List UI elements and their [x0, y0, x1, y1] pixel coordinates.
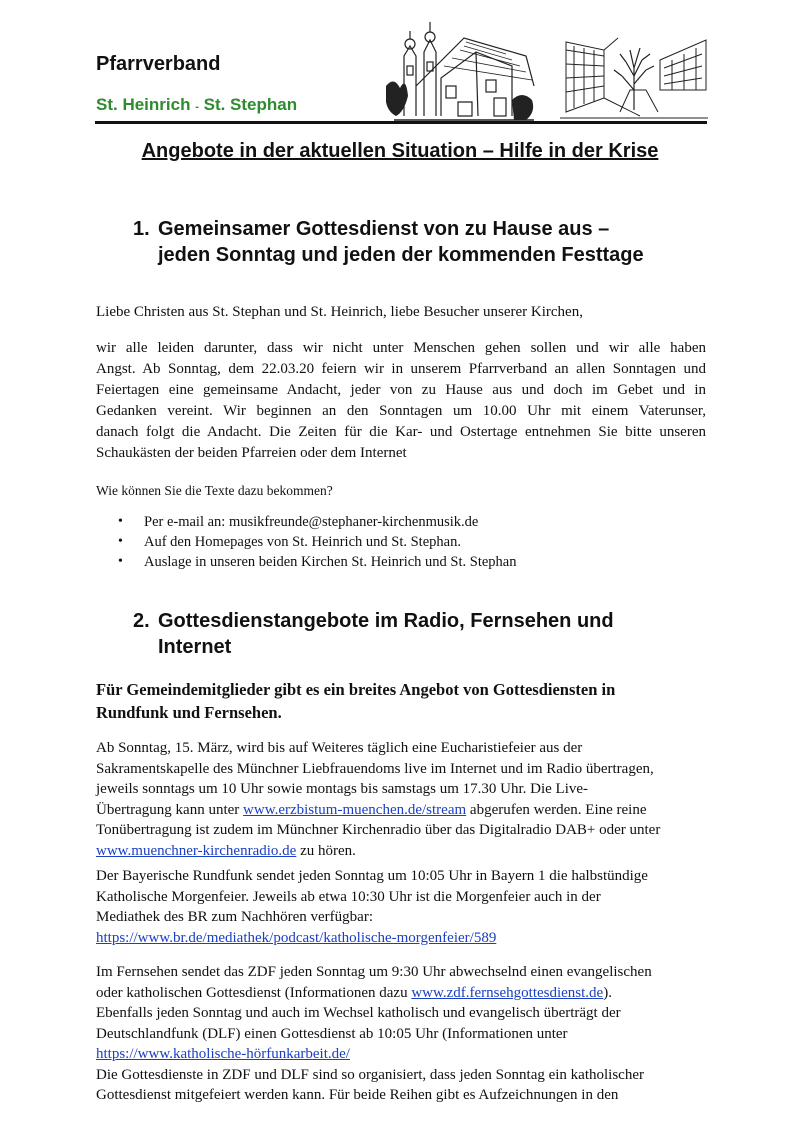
link-hoerfunkarbeit[interactable]: https://www.katholische-hörfunkarbeit.de/ — [96, 1046, 350, 1062]
paragraph-zdf-dlf — [96, 962, 706, 1106]
body-line: Angst. Ab Sonntag, dem 22.03.20 feiern wir in unserem Pfarrverband an allen Sonntagen und — [96, 361, 706, 377]
text-line: Sakramentskapelle des Münchner Liebfrauendoms live im Internet und im Radio übertragen, — [96, 760, 654, 777]
text-span: zu hören. — [296, 842, 356, 859]
section-2-heading-line-1: Gottesdienstangebote im Radio, Fernsehen und — [158, 610, 614, 632]
text-span: Übertragung kann unter — [96, 801, 244, 818]
intro-line: Für Gemeindemitglieder gibt es ein breites Angebot von Gottesdiensten in — [96, 680, 616, 699]
link-erzbistum-stream[interactable]: www.erzbistum-muenchen.de/stream — [243, 801, 467, 818]
text-line: Mediathek des BR zum Nachhören verfügbar: — [96, 909, 373, 925]
section-1-heading-line-1: Gemeinsamer Gottesdienst von zu Hause aus – — [158, 218, 610, 240]
section-1-number: 1. — [133, 218, 150, 240]
text-line — [96, 841, 706, 862]
greeting: Liebe Christen aus St. Stephan und St. Heinrich, liebe Besucher unserer Kirchen, — [96, 304, 583, 320]
text-line: Die Gottesdienste in ZDF und DLF sind so organisiert, dass jeden Sonntag ein katholischer — [96, 1066, 644, 1083]
parish-heinrich: St. Heinrich — [96, 95, 191, 114]
text-line — [96, 1044, 706, 1065]
street-sketch-logo — [560, 20, 708, 120]
org-subtitle — [96, 95, 297, 115]
text-line: Tonübertragung ist zudem im Münchner Kirchenradio über das Digitalradio DAB+ oder unter — [96, 822, 661, 838]
church-sketch-logo — [386, 16, 538, 124]
intro-line: Rundfunk und Fernsehen. — [96, 703, 282, 722]
question-text: Wie können Sie die Texte dazu bekommen? — [96, 483, 333, 498]
text-line: Gottesdienst mitgefeiert werden kann. Für beide Reihen gibt es Aufzeichnungen in den — [96, 1087, 619, 1103]
text-span: ). — [603, 984, 612, 1001]
header-divider — [95, 121, 707, 124]
paragraph-livestream — [96, 738, 706, 861]
section-2-number: 2. — [133, 610, 150, 632]
text-line: Im Fernsehen sendet das ZDF jeden Sonntag um 9:30 Uhr abwechselnd einen evangelischen — [96, 964, 652, 980]
section-2-heading-line-2: Internet — [158, 636, 232, 658]
section-1-heading-line-2: jeden Sonntag und jeden der kommenden Festtage — [158, 244, 644, 266]
parish-stephan: St. Stephan — [203, 95, 298, 114]
text-span: oder katholischen Gottesdienst (Informationen dazu — [96, 984, 412, 1001]
org-name: Pfarrverband — [96, 53, 221, 75]
link-br-mediathek[interactable]: https://www.br.de/mediathek/podcast/katholische-morgenfeier/589 — [96, 929, 497, 946]
body-line: danach folgt die Andacht. Die Zeiten für die Kar- und Ostertage entnehmen Sie bitte unseren — [96, 424, 706, 440]
text-line: Der Bayerische Rundfunk sendet jeden Sonntag um 10:05 Uhr in Bayern 1 die halbstündige — [96, 868, 648, 884]
text-line — [96, 800, 706, 821]
body-line: Gedanken vereint. Wir beginnen an den Sonntagen um 10.00 Uhr mit einem Vaterunser, — [96, 403, 706, 419]
parish-separator: - — [195, 101, 199, 113]
body-line: wir alle leiden darunter, dass wir nicht unter Menschen gehen sollen und wir alle haben — [96, 340, 706, 356]
text-span: abgerufen werden. Eine reine — [466, 801, 647, 818]
list-item: • Auslage in unseren beiden Kirchen St. Heinrich und St. Stephan — [96, 552, 706, 572]
body-line: Schaukästen der beiden Pfarreien oder dem Internet — [96, 445, 407, 461]
link-zdf[interactable]: www.zdf.fernsehgottesdienst.de — [411, 984, 604, 1001]
link-kirchenradio[interactable]: www.muenchner-kirchenradio.de — [96, 842, 297, 859]
section-2-intro — [96, 678, 706, 724]
text-line: Ebenfalls jeden Sonntag und auch im Wechsel katholisch und evangelisch überträgt der — [96, 1005, 621, 1021]
section-2-heading — [133, 608, 614, 660]
text-line — [96, 928, 706, 949]
list-item: • Per e-mail an: musikfreunde@stephaner-kirchenmusik.de — [96, 512, 706, 532]
text-line: Katholische Morgenfeier. Jeweils ab etwa 10:30 Uhr ist die Morgenfeier auch in der — [96, 888, 601, 905]
text-line — [96, 983, 706, 1004]
delivery-options-list — [96, 512, 706, 572]
paragraph-br — [96, 866, 706, 948]
text-line: Ab Sonntag, 15. März, wird bis auf Weiteres täglich eine Eucharistiefeier aus der — [96, 740, 583, 756]
text-line: Deutschlandfunk (DLF) einen Gottesdienst ab 10:05 Uhr (Informationen unter — [96, 1025, 568, 1042]
page-title: Angebote in der aktuellen Situation – Hilfe in der Krise — [141, 140, 659, 162]
text-line: jeweils sonntags um 10 Uhr sowie montags bis samstags um 17.30 Uhr. Die Live- — [96, 781, 589, 797]
body-line: Feiertagen eine gemeinsame Andacht, jeder von zu Hause aus und doch im Gebet und in — [96, 382, 706, 398]
list-item: • Auf den Homepages von St. Heinrich und St. Stephan. — [96, 532, 706, 552]
section-1-heading — [133, 216, 644, 268]
section-1-body — [96, 338, 706, 464]
